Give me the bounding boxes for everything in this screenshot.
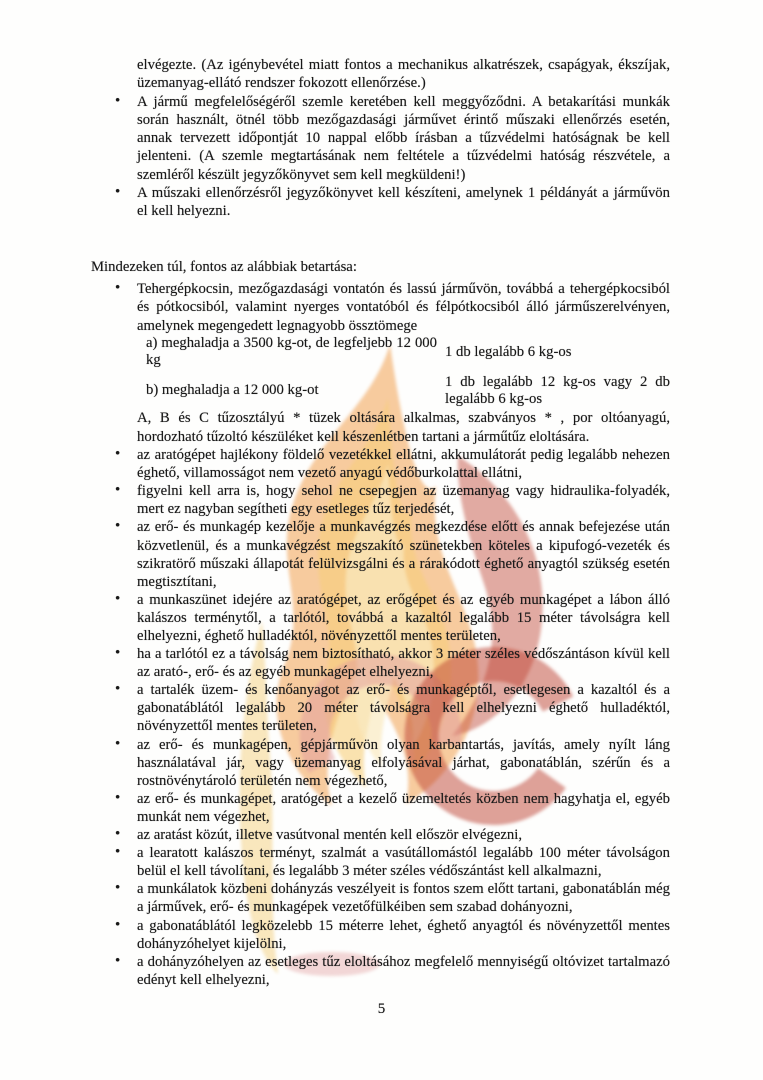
case-label: b) (146, 382, 159, 399)
bullet-marker-icon: • (115, 952, 121, 969)
list-item-text: figyelni kell arra is, hogy sehol ne csepegjen az üzemanyag vagy hidraulika-folyadék, mert ez nagyban segítheti egy esetleges tűz terjedését, (137, 483, 670, 518)
list-item (91, 446, 670, 482)
bullet-marker-icon: • (115, 735, 121, 752)
extinguisher-requirement: 1 db legalább 6 kg-os (445, 343, 572, 360)
list-item-text: A jármű megfelelőségéről szemle keretében kell meggyőződni. A betakarítási munkák során használt, ötnél több mezőgazdasági járművet érintő műszaki ellenőrzés esetén, annak tervezett időpontját 10 nappal előbb írásban a tűzvédelmi hatóságnak be kell jelenteni. (A szemle megtartásának nem feltétele a tűzvédelmi hatóság részvétele, a szemléről készült jegyzőkönyvet sem kell megküldeni!) (137, 93, 670, 183)
bullet-marker-icon: • (115, 184, 121, 201)
bullet-marker-icon: • (115, 446, 121, 463)
list-item (91, 482, 670, 518)
list-item (91, 591, 670, 645)
list-item-text: a munkálatok közbeni dohányzás veszélyeit is fontos szem előtt tartani, gabonatáblán még a járművek, erő- és munkagépek vezetőfülkéiben sem szabad dohányozni, (137, 881, 670, 916)
list-item-text: az aratógépet hajlékony földelő vezetékkel ellátni, akkumulátorát pedig legalább nehezen éghető, villamosságot nem vezető anyagú védőburkolattal ellátni, (137, 447, 670, 482)
list-item-text: az aratást közút, illetve vasútvonal mentén kell először elvégezni, (137, 827, 522, 844)
list-item (91, 844, 670, 880)
list-item-text: a tartalék üzem- és kenőanyagot az erő- és munkagéptől, esetlegesen a kazaltól és a gabonatáblától legalább 20 méter távolságra kell elhelyezni éghető hulladéktól, növényzettől mentes területen, (137, 682, 670, 735)
vehicle-extinguisher-list (91, 280, 670, 446)
bullet-marker-icon: • (115, 279, 121, 296)
bullet-marker-icon: • (115, 826, 121, 843)
weight-case-condition (146, 382, 437, 399)
bullet-marker-icon: • (115, 844, 121, 861)
list-item (91, 790, 670, 826)
safety-rules-list (91, 446, 670, 989)
list-item (91, 736, 670, 790)
bullet-marker-icon: • (115, 92, 121, 109)
bullet-marker-icon: • (115, 880, 121, 897)
list-item (91, 280, 670, 446)
list-item (91, 953, 670, 989)
bullet-marker-icon: • (115, 789, 121, 806)
list-item-text: A műszaki ellenőrzésről jegyzőkönyvet kell készíteni, amelynek 1 példányát a járművön el kell helyezni. (137, 185, 670, 220)
bullet-marker-icon: • (115, 518, 121, 535)
list-item (91, 880, 670, 916)
list-item (91, 681, 670, 735)
list-item-text: ha a tarlótól ez a távolság nem biztosítható, akkor 3 méter széles védőszántáson kívül kell az arató-, erő- és az egyéb munkagépet elhelyezni, (137, 646, 670, 681)
list-item-text: a learatott kalászos terményt, szalmát a vasútállomástól legalább 100 méter távolságon belül el kell távolítani, és legalább 3 méter széles védőszántást kell alkalmazni, (137, 845, 670, 880)
case-label: a) (146, 334, 158, 351)
case-condition-text: meghaladja a 3500 kg-ot, de legfeljebb 12 000 kg (146, 334, 437, 369)
case-condition-text: meghaladja a 12 000 kg-ot (161, 382, 319, 399)
list-item (91, 826, 670, 844)
list-item-text: a gabonatáblától legközelebb 15 méterre lehet, éghető anyagtól és növényzettől mentes dohányzóhelyet kijelölni, (137, 917, 670, 952)
list-item-text: az erő- és munkagépen, gépjárművön olyan karbantartás, javítás, amely nyílt láng használatával jár, vagy üzemanyag elfolyásával járhat, gabonatáblán, szérűn és a rostnövénytároló területén nem végezhető, (137, 736, 670, 789)
bullet-marker-icon: • (115, 645, 121, 662)
list-item-text: az erő- és munkagépet, aratógépet a kezelő üzemeltetés közben nem hagyhatja el, egyéb munkát nem végezhet, (137, 790, 670, 825)
list-item-text: a dohányzóhelyen az esetleges tűz eloltásához megfelelő mennyiségű oltóvizet tartalmazó edényt kell elhelyezni, (137, 953, 670, 988)
vehicle-rule-outro: A, B és C tűzosztályú * tüzek oltására alkalmas, szabványos * , por oltóanyagú, hordozható tűzoltó készüléket kell készenlétben tartani a járműtűz eloltására. (137, 410, 670, 445)
weight-case-row (146, 335, 670, 370)
list-item (91, 184, 670, 221)
list-item (91, 917, 670, 953)
list-item-text: az erő- és munkagép kezelője a munkavégzés megkezdése előtt és annak befejezése után közvetlenül, és a munkavégzést megszakító szünetekben köteles a kipufogó-vezeték és szikratörő műszaki állapotát felülvizsgálni és a rárakódott éghető anyagtól szükség esetén megtisztítani, (137, 519, 670, 590)
continuation-paragraph: elvégezte. (Az igénybevétel miatt fontos a mechanikus alkatrészek, csapágyak, ékszíjak, üzemanyag-ellátó rendszer fokozott ellenőrzése.) (137, 57, 670, 92)
bullet-marker-icon: • (115, 916, 121, 933)
bullet-marker-icon: • (115, 681, 121, 698)
weight-case-condition (146, 335, 437, 370)
list-item-text: a munkaszünet idejére az aratógépet, az erőgépet és az egyéb munkagépet a lábon álló kalászos terménytől, a tarlótól, továbbá a kazaltól legalább 15 méter távolságra kell elhelyezni, éghető hulladéktól, növényzettől mentes területen, (137, 591, 670, 645)
bullet-marker-icon: • (115, 482, 121, 499)
list-item (91, 645, 670, 681)
section-lead-paragraph: Mindezeken túl, fontos az alábbiak betartása: (91, 258, 357, 275)
weight-case-row (146, 374, 670, 409)
list-item (91, 518, 670, 590)
vehicle-rule-intro: Tehergépkocsin, mezőgazdasági vontatón és lassú járművön, továbbá a tehergépkocsiból és pótkocsiból, valamint nyerges vontatóból és félpótkocsiból álló járműszerelvényen, amelynek megengedett legnagyobb össztömege (137, 280, 670, 334)
list-item (91, 93, 670, 184)
page-number: 5 (377, 1001, 386, 1017)
inspection-bullet-list (91, 93, 670, 221)
extinguisher-requirement: 1 db legalább 12 kg-os vagy 2 db legalább 6 kg-os (445, 373, 670, 408)
bullet-marker-icon: • (115, 590, 121, 607)
